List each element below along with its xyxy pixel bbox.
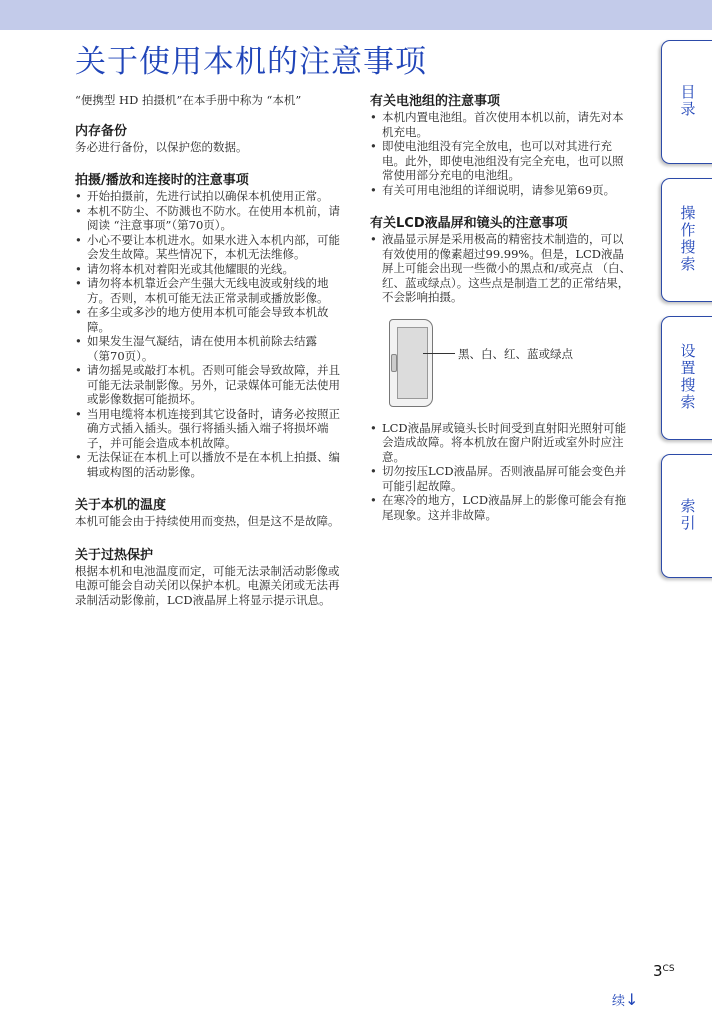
battery-list xyxy=(370,110,634,197)
shooting-heading: 拍摄/播放和连接时的注意事项 xyxy=(75,173,249,188)
figure-label: 黑、白、红、蓝或绿点 xyxy=(458,346,573,361)
tab-operation-search[interactable] xyxy=(661,178,712,302)
tab-settings-search[interactable] xyxy=(661,316,712,440)
memory-backup-text: 务必进行备份，以保护您的数据。 xyxy=(75,139,248,154)
callout-line xyxy=(423,353,455,354)
list-item: • 有关可用电池组的详细说明，请参见第69页。 xyxy=(370,183,634,198)
list-item: • 液晶显示屏是采用极高的精密技术制造的，可以有效使用的像素超过99.99%。但是，LCD液晶屏上可能会出现一些微小的黑点和/或亮点 （白、红、蓝或绿点）。这些点是制造工艺的正常结果，不会影响拍摄。 xyxy=(370,232,634,305)
left-column xyxy=(75,93,341,607)
list-item: • LCD液晶屏或镜头长时间受到直射阳光照射可能会造成故障。将本机放在窗户附近或室外时应注意。 xyxy=(370,421,634,465)
continue-label: 续 xyxy=(612,994,626,1009)
list-item: • 请勿摇晃或敲打本机。否则可能会导致故障，并且可能无法录制影像。另外，记录媒体可能无法使用或影像数据可能损坏。 xyxy=(75,363,341,407)
memory-backup-section xyxy=(75,123,341,155)
list-item: • 请勿将本机对着阳光或其他耀眼的光线。 xyxy=(75,262,341,277)
tab-settings-search-label: 设置搜索 xyxy=(678,343,697,411)
right-column xyxy=(370,93,634,522)
camera-illustration xyxy=(389,319,433,407)
list-item: • 切勿按压LCD液晶屏。否则液晶屏可能会变色并可能引起故障。 xyxy=(370,464,634,493)
lcd-list xyxy=(370,232,634,305)
list-item: • 请勿将本机靠近会产生强大无线电波或射线的地方。否则，本机可能无法正常录制或播放影像。 xyxy=(75,276,341,305)
lcd-list-continued xyxy=(370,421,634,523)
list-item: • 无法保证在本机上可以播放不是在本机上拍摄、编辑或构图的活动影像。 xyxy=(75,450,341,479)
list-item: • 在寒冷的地方，LCD液晶屏上的影像可能会有拖尾现象。这并非故障。 xyxy=(370,493,634,522)
lcd-screen-illustration xyxy=(397,327,428,399)
lcd-heading: 有关LCD液晶屏和镜头的注意事项 xyxy=(370,216,568,231)
battery-section xyxy=(370,93,634,197)
list-item: • 开始拍摄前，先进行试拍以确保本机使用正常。 xyxy=(75,189,341,204)
page-number-value: 3 xyxy=(653,962,663,980)
temperature-heading: 关于本机的温度 xyxy=(75,498,167,513)
tab-contents[interactable] xyxy=(661,40,712,164)
tab-index-label: 索引 xyxy=(678,498,697,532)
battery-heading: 有关电池组的注意事项 xyxy=(370,94,501,109)
list-item: • 本机内置电池组。首次使用本机以前，请先对本机充电。 xyxy=(370,110,634,139)
list-item: • 在多尘或多沙的地方使用本机可能会导致本机故障。 xyxy=(75,305,341,334)
list-item: • 当用电缆将本机连接到其它设备时，请务必按照正确方式插入插头。强行将插头插入端子将损坏端子，并可能会造成本机故障。 xyxy=(75,407,341,451)
down-arrow-icon: ↓ xyxy=(625,990,639,1009)
memory-backup-heading: 内存备份 xyxy=(75,123,128,139)
tab-contents-label: 目录 xyxy=(678,84,697,118)
list-item: • 本机不防尘、不防溅也不防水。在使用本机前，请阅读 “注意事项”（第70页）。 xyxy=(75,204,341,233)
continue-link[interactable] xyxy=(612,990,638,1009)
intro-text: “便携型 HD 拍摄机”在本手册中称为 “本机” xyxy=(75,93,302,107)
page-number-suffix: CS xyxy=(662,964,675,974)
shooting-section xyxy=(75,172,341,479)
camera-button-illustration xyxy=(391,354,397,372)
tab-operation-search-label: 操作搜索 xyxy=(678,205,697,273)
list-item: • 如果发生湿气凝结，请在使用本机前除去结露 （第70页）。 xyxy=(75,334,341,363)
lcd-section xyxy=(370,215,634,522)
overheat-heading: 关于过热保护 xyxy=(75,547,154,563)
tab-index[interactable] xyxy=(661,454,712,578)
list-item: • 小心不要让本机进水。如果水进入本机内部，可能会发生故障。某些情况下，本机无法维修。 xyxy=(75,233,341,262)
top-bar xyxy=(0,0,712,30)
page-title: 关于使用本机的注意事项 xyxy=(75,44,427,80)
page-number xyxy=(653,962,675,980)
list-item: • 即使电池组没有完全放电，也可以对其进行充电。此外，即使电池组没有完全充电，也可以照常使用部分充电的电池组。 xyxy=(370,139,634,183)
shooting-list xyxy=(75,189,341,479)
temperature-section xyxy=(75,497,341,529)
overheat-text: 根据本机和电池温度而定，可能无法录制活动影像或电源可能会自动关闭以保护本机。电源关闭或无法再录制活动影像前，LCD液晶屏上将显示提示讯息。 xyxy=(75,563,340,607)
overheat-section xyxy=(75,547,341,608)
lcd-dots-figure xyxy=(370,315,634,415)
temperature-text: 本机可能会由于持续使用而变热，但是这不是故障。 xyxy=(75,514,340,528)
